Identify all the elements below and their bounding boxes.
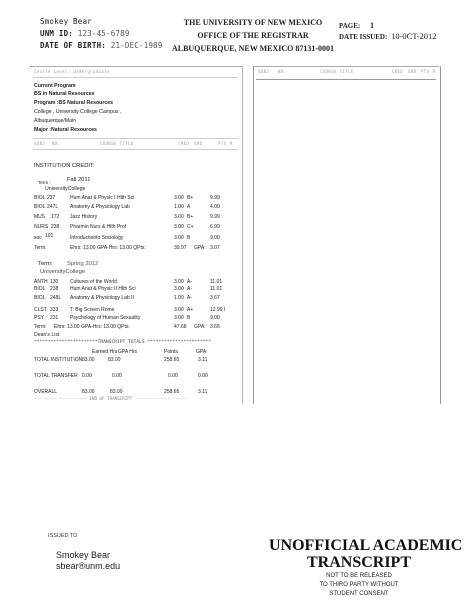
course-grd: B xyxy=(187,315,191,321)
end-of-transcript: --------------------- END OF TRANSCRIPT --------------------- xyxy=(34,396,188,401)
totals-row-label: TOTAL TRANSFER xyxy=(34,373,78,379)
dob-label: DATE OF BIRTH: xyxy=(40,41,107,50)
course-no: 231 xyxy=(50,315,59,321)
table-row xyxy=(34,286,244,294)
course-pts: 9.99 xyxy=(210,195,220,201)
course-cred: 3.00 xyxy=(174,279,184,285)
course-title: Anatomy & Physiology Lab xyxy=(70,204,130,210)
course-subj: NURS xyxy=(34,224,49,230)
top-rule-right xyxy=(253,66,439,67)
course-pts: 12.99 I xyxy=(210,307,226,313)
course-pts: 6.99 xyxy=(210,224,220,230)
totals-hdr-earned: Earned Hrs xyxy=(92,349,118,355)
table-row xyxy=(34,235,244,243)
course-grd: A+ xyxy=(187,307,194,313)
term2-summary xyxy=(34,324,244,332)
left-hdr-r: R xyxy=(230,141,233,146)
term2-summary-gpa: 3.66 xyxy=(210,324,220,330)
course-title: Introductionto Sociology xyxy=(70,235,124,241)
term1-college: UniversityCollege xyxy=(45,186,86,192)
table-row xyxy=(34,307,244,315)
course-cred: 1.00 xyxy=(174,204,184,210)
term2-name: Spring 2012 xyxy=(67,261,99,267)
table-row xyxy=(34,195,244,203)
course-pts: 9.00 xyxy=(210,235,220,241)
term1-summary-gpa: 3.07 xyxy=(210,245,220,251)
course-no: 172 xyxy=(51,214,60,220)
left-hdr-subj: SUBJ xyxy=(34,141,46,146)
course-grd: C+ xyxy=(187,224,194,230)
right-hdr-title: COURSE TITLE xyxy=(320,69,354,74)
left-header-top-rule xyxy=(33,138,238,139)
course-subj: soc xyxy=(34,235,42,241)
term1-summary-qpts: 39.97 xyxy=(174,245,187,251)
course-cred: 3.00 xyxy=(174,195,184,201)
term2-college: UniversityCollege xyxy=(40,269,86,275)
term1-name: Fall 2011 xyxy=(67,177,91,183)
totals-row-earned: 0.00 xyxy=(82,373,92,379)
table-row xyxy=(34,373,244,381)
course-cred: 3.00 xyxy=(174,235,184,241)
right-header-rule xyxy=(256,79,436,80)
page-number: 1 xyxy=(370,21,375,30)
course-subj: BIOL xyxy=(34,295,46,301)
course-no: 333 xyxy=(50,307,59,313)
totals-row-gpahrs: 0.00 xyxy=(112,373,122,379)
release-note-2: TO THIRO PARTY WITHOUT xyxy=(319,582,399,588)
left-hdr-grd: GRD xyxy=(194,141,203,146)
left-hdr-pts: PTS xyxy=(218,141,227,146)
course-title: Cultures of the World xyxy=(70,279,117,285)
totals-hdr-points: Points xyxy=(164,349,178,355)
totals-row-gpa: 3.11 xyxy=(198,389,208,395)
student-name: Smokey Bear xyxy=(40,17,92,26)
term1-summary-gpa-label: GPA: xyxy=(194,245,206,251)
course-level-rule xyxy=(33,77,238,78)
term1-label: Term : xyxy=(38,180,51,185)
right-column-headers xyxy=(258,69,438,74)
table-row xyxy=(34,204,244,212)
totals-row-label: TOTAL INSTITUTION xyxy=(34,357,83,363)
issued-to-label: ISSUED TO xyxy=(48,533,78,539)
totals-row-label: OVERALL xyxy=(34,389,58,395)
course-no: 101 xyxy=(45,233,54,239)
totals-row-gpahrs: 83.00 xyxy=(108,357,121,363)
unofficial-title-line2: TRANSCRIPT xyxy=(306,554,411,571)
issued-to-email: sbear®unm.edu xyxy=(56,561,121,571)
right-hdr-no: NO. xyxy=(278,69,287,74)
right-hdr-pts: PTS xyxy=(421,69,430,74)
term1-summary-text: Ehrs: 13.00 GPA-Hrs: 13.00 QPts: xyxy=(70,245,146,251)
current-program: Current Program xyxy=(34,83,76,89)
course-pts: 9.99 xyxy=(210,214,220,220)
course-title: T: Big Screen Rome xyxy=(70,307,115,313)
unofficial-title-line1: UNOFFICIAL ACADEMIC xyxy=(269,537,463,554)
left-column-headers xyxy=(34,141,239,146)
course-subj: PSY xyxy=(34,315,45,321)
left-hdr-title: COURSE TITLE xyxy=(100,141,134,146)
table-row xyxy=(34,315,244,323)
course-grd: A- xyxy=(187,286,192,292)
course-cred: 3.00 xyxy=(174,315,184,321)
term1-summary xyxy=(34,245,244,253)
course-grd: B+ xyxy=(187,214,194,220)
totals-hdr-gpa: GPA xyxy=(196,349,207,355)
table-row xyxy=(34,224,244,232)
dob-value: 21-DEC-1989 xyxy=(110,41,163,50)
right-hdr-grd: GRD xyxy=(408,69,417,74)
right-hdr-cred: CRED xyxy=(392,69,404,74)
major: Major :Natural Resources xyxy=(34,127,97,133)
course-title: Hum Anat & Physic I Hlth Sci xyxy=(70,195,135,201)
course-title: Pharmin Nurs & Hlth Prof xyxy=(70,224,127,230)
course-title: Jazz History xyxy=(70,214,98,220)
course-subj: BIOL xyxy=(34,204,46,210)
term2-summary-gpa-label: GPA: xyxy=(194,324,206,330)
table-row xyxy=(34,295,244,303)
course-pts: 11.01 xyxy=(210,279,223,285)
course-title: Psychology of Human Sexuality xyxy=(70,315,141,321)
course-grd: A- xyxy=(187,279,192,285)
course-subj: CLST xyxy=(34,307,47,313)
course-subj: BIOL xyxy=(34,286,46,292)
totals-row-earned: 83.00 xyxy=(82,357,95,363)
totals-row-gpa: 3.11 xyxy=(198,357,208,363)
program: Program :BS Natural Resources xyxy=(34,100,113,106)
left-header-bottom-rule xyxy=(33,149,238,150)
campus: Albuquerque/Main xyxy=(34,118,77,124)
course-grd: B+ xyxy=(187,195,194,201)
course-no: 248L xyxy=(50,295,62,301)
date-issued-label: DATE ISSUED: xyxy=(339,33,388,41)
university-city: ALBUQUERQUE, NEW MEXICO 87131-0001 xyxy=(171,44,335,53)
totals-row-earned: 83.00 xyxy=(82,389,95,395)
college: College , University College Campus , xyxy=(34,109,122,115)
term2-label: Term: xyxy=(38,261,53,267)
course-title: Hum Anat & Physic II Hlth Sci xyxy=(70,286,136,292)
date-issued-value: 10-0CT-2012 xyxy=(391,31,437,41)
university-name: THE UNIVERSITY OF NEW MEXICO xyxy=(183,18,323,27)
course-subj: ANTH xyxy=(34,279,48,285)
deans-list: Dean's List xyxy=(34,332,60,338)
course-level: Course Level: Undergraduate xyxy=(34,69,110,74)
course-pts: 9.00 xyxy=(210,315,220,321)
course-cred: 1.00 xyxy=(174,295,184,301)
release-note-1: NOT TO BE RELEASED xyxy=(326,573,392,579)
course-no: 238 xyxy=(51,224,60,230)
unm-id-value: 123-45-6789 xyxy=(77,29,130,38)
table-row xyxy=(34,357,244,365)
left-hdr-cred: CRED xyxy=(178,141,190,146)
course-title: Anatomy & Physiology Lab II xyxy=(70,295,134,301)
course-no: 237 xyxy=(47,195,56,201)
course-no: 238 xyxy=(50,286,59,292)
right-column-frame xyxy=(253,66,441,404)
totals-hdr-gpahrs: GPA Hrs xyxy=(118,349,138,355)
unm-id-label: UNM ID: xyxy=(40,29,74,38)
page-label: PAGE: xyxy=(339,22,361,30)
totals-row-points: 0.00 xyxy=(168,373,178,379)
unm-id-line xyxy=(40,29,130,39)
course-no: 130 xyxy=(50,279,59,285)
degree: BS in Natural Resources xyxy=(34,91,95,97)
totals-headers xyxy=(34,349,244,357)
course-subj: BIOL xyxy=(34,195,46,201)
release-note-3: STUDENT CONSENT xyxy=(329,591,389,597)
totals-row-points: 258.65 xyxy=(164,389,180,395)
totals-row-gpa: 0.00 xyxy=(198,373,208,379)
registrar-office: OFFICE OF THE REGISTRAR xyxy=(197,31,309,40)
course-grd: B xyxy=(187,235,191,241)
issued-to-name: Smokey Bear xyxy=(56,550,111,560)
dob-line xyxy=(40,41,163,51)
table-row xyxy=(34,214,244,222)
term1-summary-label: Term: xyxy=(34,245,47,251)
term2-summary-qpts: 47.68 xyxy=(174,324,187,330)
course-cred: 3.00 xyxy=(174,214,184,220)
term2-summary-text: Ehrs: 13.00 GPA-Hrs: 13.00 QPts: xyxy=(54,324,130,330)
course-grd: A xyxy=(187,204,191,210)
left-hdr-no: NO. xyxy=(52,141,61,146)
top-rule-left xyxy=(30,66,242,67)
course-cred: 3.00 xyxy=(174,224,184,230)
course-pts: 3.67 xyxy=(210,295,220,301)
date-issued-line xyxy=(339,31,437,43)
course-grd: A- xyxy=(187,295,192,301)
term2-summary-label: Term: xyxy=(34,324,47,330)
course-no: 247L xyxy=(47,204,59,210)
course-pts: 11.01 xyxy=(210,286,223,292)
institution-credit: INSTITUTION CREDIT: xyxy=(34,163,95,169)
course-cred: 3.00 xyxy=(174,286,184,292)
right-hdr-subj: SUBJ xyxy=(258,69,270,74)
course-subj: MUS xyxy=(34,214,46,220)
totals-banner: ***********************TRANSCRIPT TOTALS *********************** xyxy=(34,340,212,345)
course-cred: 3.00 xyxy=(174,307,184,313)
totals-row-points: 258.65 xyxy=(164,357,180,363)
course-pts: 4.00 xyxy=(210,204,220,210)
totals-row-gpahrs: 83.00 xyxy=(110,389,123,395)
right-hdr-r: R xyxy=(433,69,436,74)
